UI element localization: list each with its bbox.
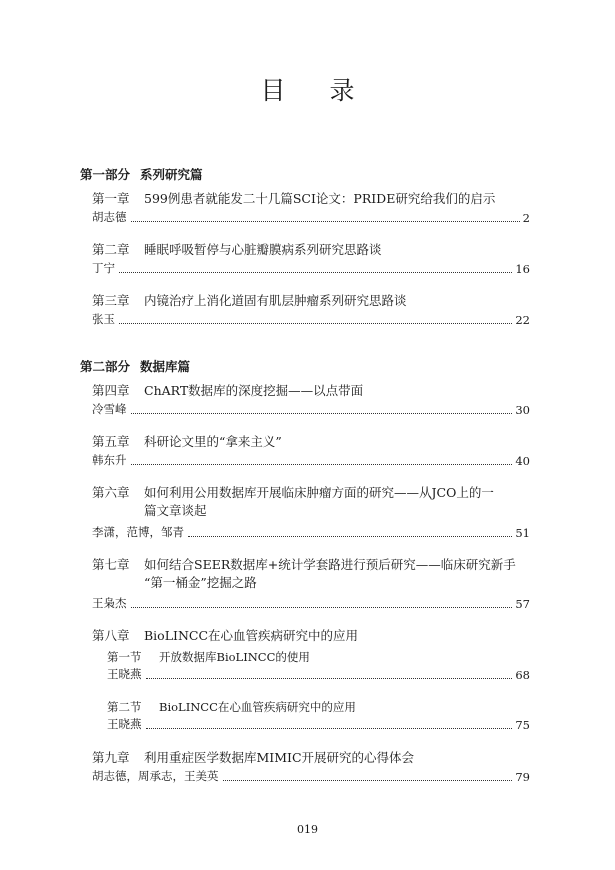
part-name: 数据库篇	[140, 359, 191, 374]
chapter-title	[92, 382, 532, 400]
page-ref: 2	[522, 211, 530, 225]
page-ref: 16	[515, 262, 530, 276]
chapter-number: 第六章	[92, 485, 130, 500]
chapter-title-text: ChART数据库的深度挖掘——以点带面	[144, 383, 364, 398]
author-line	[107, 668, 530, 682]
part-heading	[80, 165, 203, 183]
chapter-author: 胡志德	[92, 210, 127, 224]
leader-dots	[131, 220, 520, 222]
part-label: 第二部分	[80, 359, 131, 374]
chapter-author: 张玉	[92, 312, 115, 326]
chapter-title	[92, 190, 532, 208]
toc-title: 目 录	[260, 76, 373, 105]
chapter-title	[92, 749, 532, 767]
page-ref: 79	[515, 770, 530, 784]
chapter-number: 第五章	[92, 434, 130, 449]
leader-dots	[188, 535, 512, 537]
page-ref: 51	[515, 526, 530, 540]
part-heading	[80, 357, 190, 375]
chapter-title-text: 599例患者就能发二十几篇SCI论文：PRIDE研究给我们的启示	[144, 191, 496, 206]
leader-dots	[146, 727, 513, 729]
author-line	[92, 770, 530, 784]
chapter-author: 丁宁	[92, 261, 115, 275]
page-ref: 30	[515, 403, 530, 417]
chapter-title-text: 睡眠呼吸暂停与心脏瓣膜病系列研究思路谈	[144, 242, 382, 257]
chapter-number: 第二章	[92, 242, 130, 257]
section-title	[107, 649, 310, 665]
section-author: 王晓燕	[107, 667, 142, 681]
page-ref: 57	[515, 597, 530, 611]
chapter-author: 冷雪峰	[92, 402, 127, 416]
chapter-title-text: BioLINCC在心血管疾病研究中的应用	[144, 628, 359, 643]
chapter-author: 王枭杰	[92, 596, 127, 610]
author-line	[92, 262, 530, 276]
chapter-title-text: 内镜治疗上消化道固有肌层肿瘤系列研究思路谈	[144, 293, 407, 308]
section-title	[107, 699, 356, 715]
author-line	[92, 454, 530, 468]
chapter-title-line: 如何利用公用数据库开展临床肿瘤方面的研究——从JCO上的一	[144, 485, 494, 500]
leader-dots	[119, 322, 512, 324]
chapter-author: 韩东升	[92, 453, 127, 467]
section-number: 第一节	[107, 650, 142, 664]
leader-dots	[131, 412, 513, 414]
page-ref: 75	[515, 718, 530, 732]
chapter-number: 第三章	[92, 293, 130, 308]
author-line	[92, 526, 530, 540]
part-label: 第一部分	[80, 167, 131, 182]
page-number: 019	[297, 823, 318, 836]
chapter-title	[92, 484, 532, 520]
section-number: 第二节	[107, 700, 142, 714]
author-line	[107, 718, 530, 732]
chapter-number: 第一章	[92, 191, 130, 206]
chapter-author: 胡志德，周承志，王美英	[92, 769, 219, 783]
section-author: 王晓燕	[107, 717, 142, 731]
author-line	[92, 597, 530, 611]
chapter-title-line: 如何结合SEER数据库+统计学套路进行预后研究——临床研究新手	[144, 557, 516, 572]
chapter-title-line: 篇文章谈起	[144, 503, 207, 518]
author-line	[92, 313, 530, 327]
leader-dots	[131, 463, 513, 465]
chapter-number: 第四章	[92, 383, 130, 398]
leader-dots	[131, 606, 513, 608]
author-line	[92, 211, 530, 225]
chapter-title	[92, 627, 532, 645]
author-line	[92, 403, 530, 417]
section-title-text: 开放数据库BioLINCC的使用	[159, 650, 310, 664]
part-name: 系列研究篇	[140, 167, 203, 182]
chapter-title	[92, 433, 532, 451]
page-ref: 68	[515, 668, 530, 682]
chapter-author: 李潇，范博，邹青	[92, 525, 184, 539]
chapter-title	[92, 292, 532, 310]
chapter-title-text: 科研论文里的“拿来主义”	[144, 434, 282, 449]
chapter-number: 第八章	[92, 628, 130, 643]
section-title-text: BioLINCC在心血管疾病研究中的应用	[159, 700, 356, 714]
chapter-title	[92, 241, 532, 259]
chapter-title-line: “第一桶金”挖掘之路	[144, 575, 257, 590]
leader-dots	[146, 677, 513, 679]
leader-dots	[223, 779, 513, 781]
leader-dots	[119, 271, 512, 273]
page-ref: 40	[515, 454, 530, 468]
chapter-title-text: 利用重症医学数据库MIMIC开展研究的心得体会	[144, 750, 415, 765]
chapter-title	[92, 556, 532, 592]
chapter-number: 第七章	[92, 557, 130, 572]
chapter-number: 第九章	[92, 750, 130, 765]
page-ref: 22	[515, 313, 530, 327]
